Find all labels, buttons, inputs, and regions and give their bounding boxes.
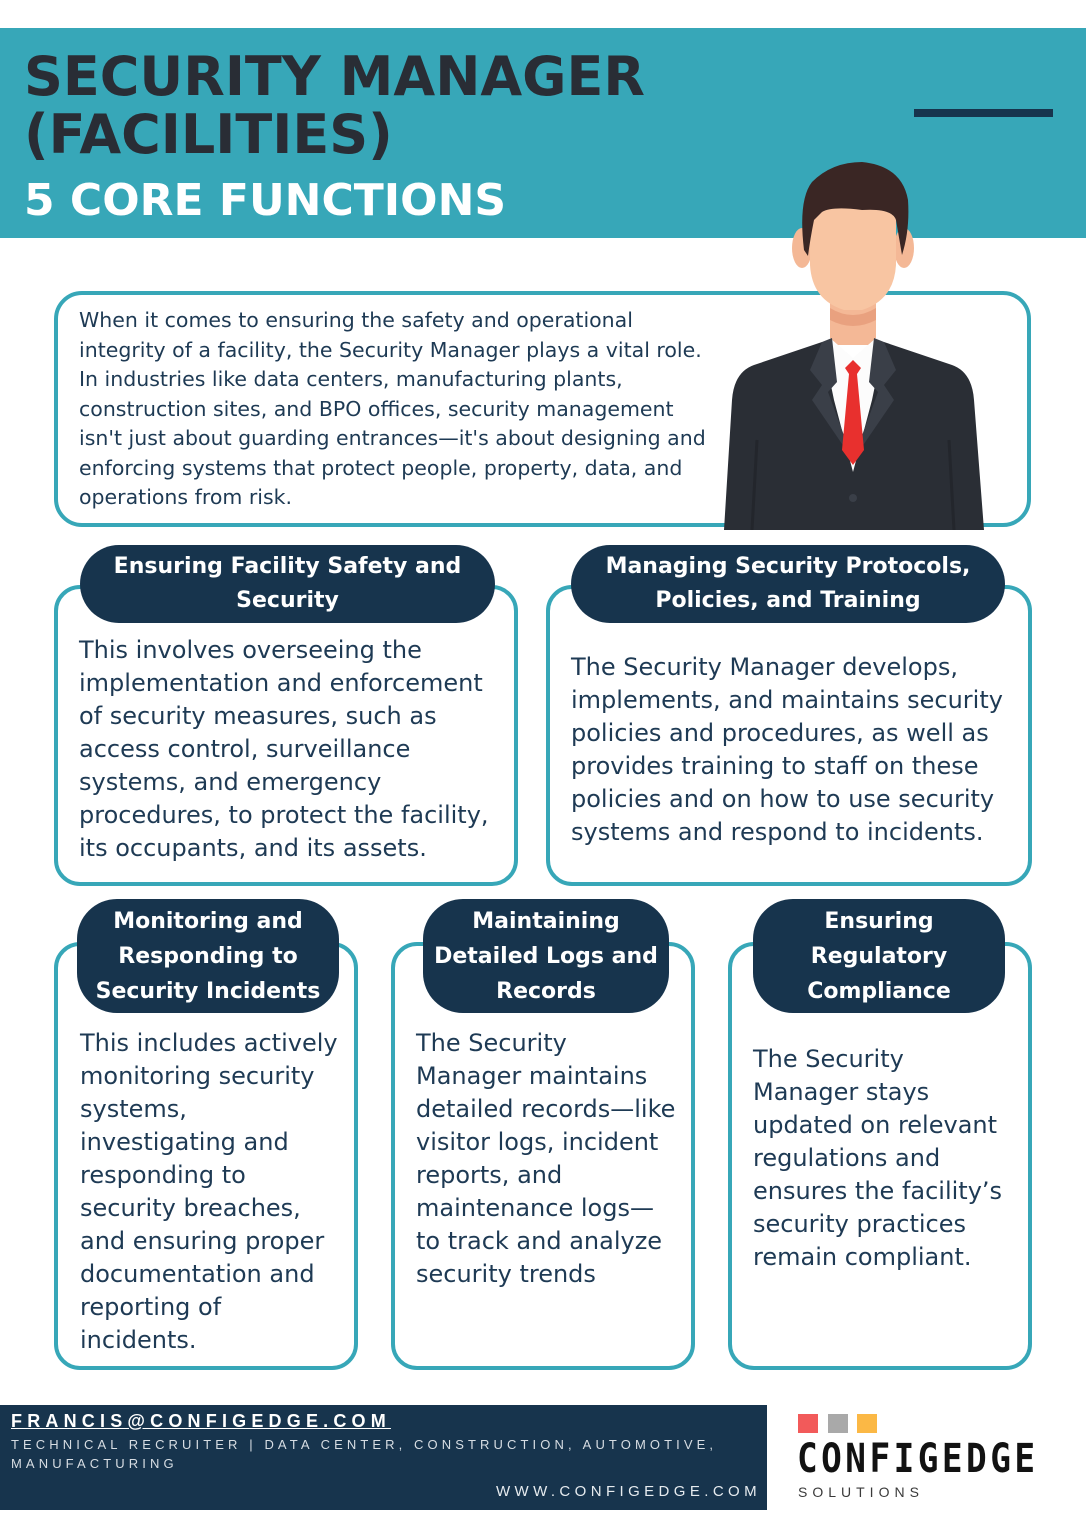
function-body-4: The Security Manager maintains detailed records—like visitor logs, incident reports, and maintenance logs—to track and analyze security trends [416, 1029, 676, 1288]
function-body-1: This involves overseeing the implementation and enforcement of security measures, such as access control, surveillance systems, and emergency procedures, to protect the facility, its occupants, and its assets. [79, 636, 489, 862]
function-title-2: Managing Security Protocols, Policies, and Training [571, 545, 1005, 623]
function-body-5: The Security Manager stays updated on relevant regulations and ensures the facility’s security practices remain compliant. [753, 1045, 1003, 1271]
accent-dash [914, 109, 1053, 117]
businessman-icon [712, 160, 992, 530]
function-title-3: Monitoring and Responding to Security Incidents [77, 899, 339, 1013]
logo-square-yellow-icon [857, 1414, 877, 1433]
footer-role: TECHNICAL RECRUITER | DATA CENTER, CONSTRUCTION, AUTOMOTIVE, MANUFACTURING [11, 1437, 718, 1471]
logo-square-red-icon [798, 1414, 818, 1433]
function-title-1: Ensuring Facility Safety and Security [80, 545, 495, 623]
logo-tagline: SOLUTIONS [798, 1484, 924, 1500]
function-body-3: This includes actively monitoring security systems, investigating and responding to security breaches, and ensuring proper documentation and reporting of incidents. [80, 1029, 338, 1354]
page-title-line-2: (FACILITIES) [24, 103, 393, 166]
function-title-5: Ensuring Regulatory Compliance [753, 899, 1005, 1013]
footer-website-link[interactable]: WWW.CONFIGEDGE.COM [496, 1483, 762, 1500]
logo-square-gray-icon [828, 1414, 848, 1433]
footer-email-link[interactable]: FRANCIS@CONFIGEDGE.COM [11, 1411, 391, 1431]
page-title-line-1: SECURITY MANAGER [24, 45, 645, 108]
page-subtitle: 5 CORE FUNCTIONS [24, 175, 507, 226]
function-body-2: The Security Manager develops, implements, and maintains security policies and procedures, as well as provides training to staff on these policies and on how to use security systems and respond to incidents. [571, 653, 1003, 846]
intro-text: When it comes to ensuring the safety and operational integrity of a facility, the Security Manager plays a vital role. In industries like data centers, manufacturing plants, construction sites, and BPO offices, security management isn't just about guarding entrances—it's about designing and enforcing systems that protect people, property, data, and operations from risk. [79, 308, 706, 509]
logo-wordmark: CONFIGEDGE [797, 1436, 1039, 1482]
function-title-4: Maintaining Detailed Logs and Records [423, 899, 669, 1013]
